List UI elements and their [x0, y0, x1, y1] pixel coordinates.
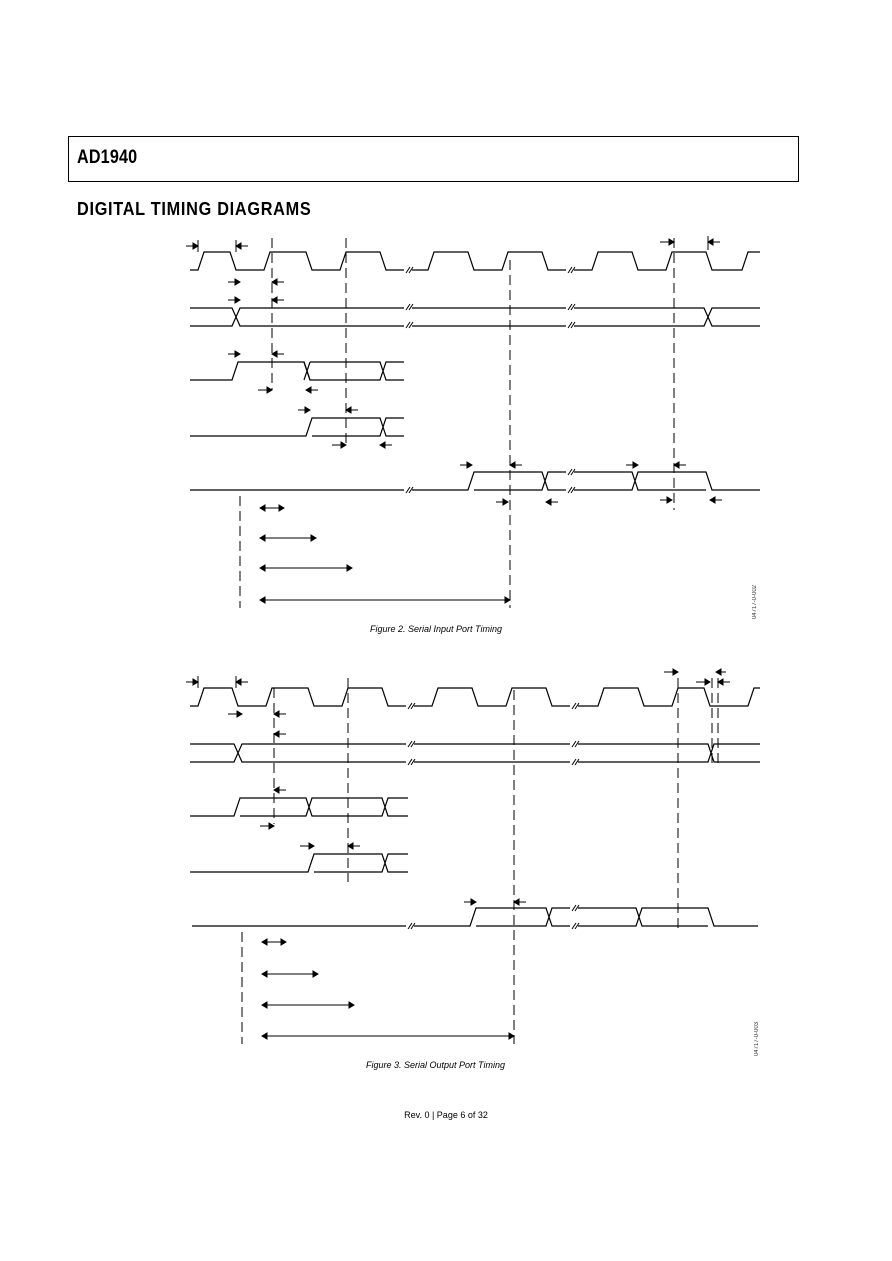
section-title: DIGITAL TIMING DIAGRAMS	[77, 198, 312, 219]
page-footer: Rev. 0 | Page 6 of 32	[404, 1110, 488, 1120]
sdata-out-i2s	[190, 854, 408, 872]
figure-3-diagram	[0, 668, 892, 1068]
dashed-reference-lines	[240, 238, 674, 608]
break-marks	[406, 267, 575, 493]
timing-arrows	[186, 236, 722, 603]
timing-arrows	[186, 669, 730, 1039]
dashed-reference-lines	[242, 678, 718, 1044]
figure-2-caption: Figure 2. Serial Input Port Timing	[370, 624, 502, 634]
lrclk-bus	[190, 744, 760, 762]
sdata-left-justified	[190, 362, 404, 380]
serial-input-timing-svg	[0, 230, 892, 630]
figure-2-diagram	[0, 230, 892, 634]
sdata-out-left-justified	[190, 798, 408, 816]
figure-2-code: 04717-0-002	[752, 585, 758, 620]
sdata-i2s	[190, 418, 404, 436]
page-header-title: AD1940	[77, 147, 138, 168]
break-marks	[408, 703, 579, 929]
sdata-out-right-justified	[192, 908, 758, 926]
serial-output-timing-svg	[0, 668, 892, 1068]
bclk-waveform	[190, 688, 760, 706]
figure-3-code: 04717-0-003	[754, 1022, 760, 1057]
figure-3-caption: Figure 3. Serial Output Port Timing	[366, 1060, 505, 1070]
header-box	[68, 136, 799, 182]
